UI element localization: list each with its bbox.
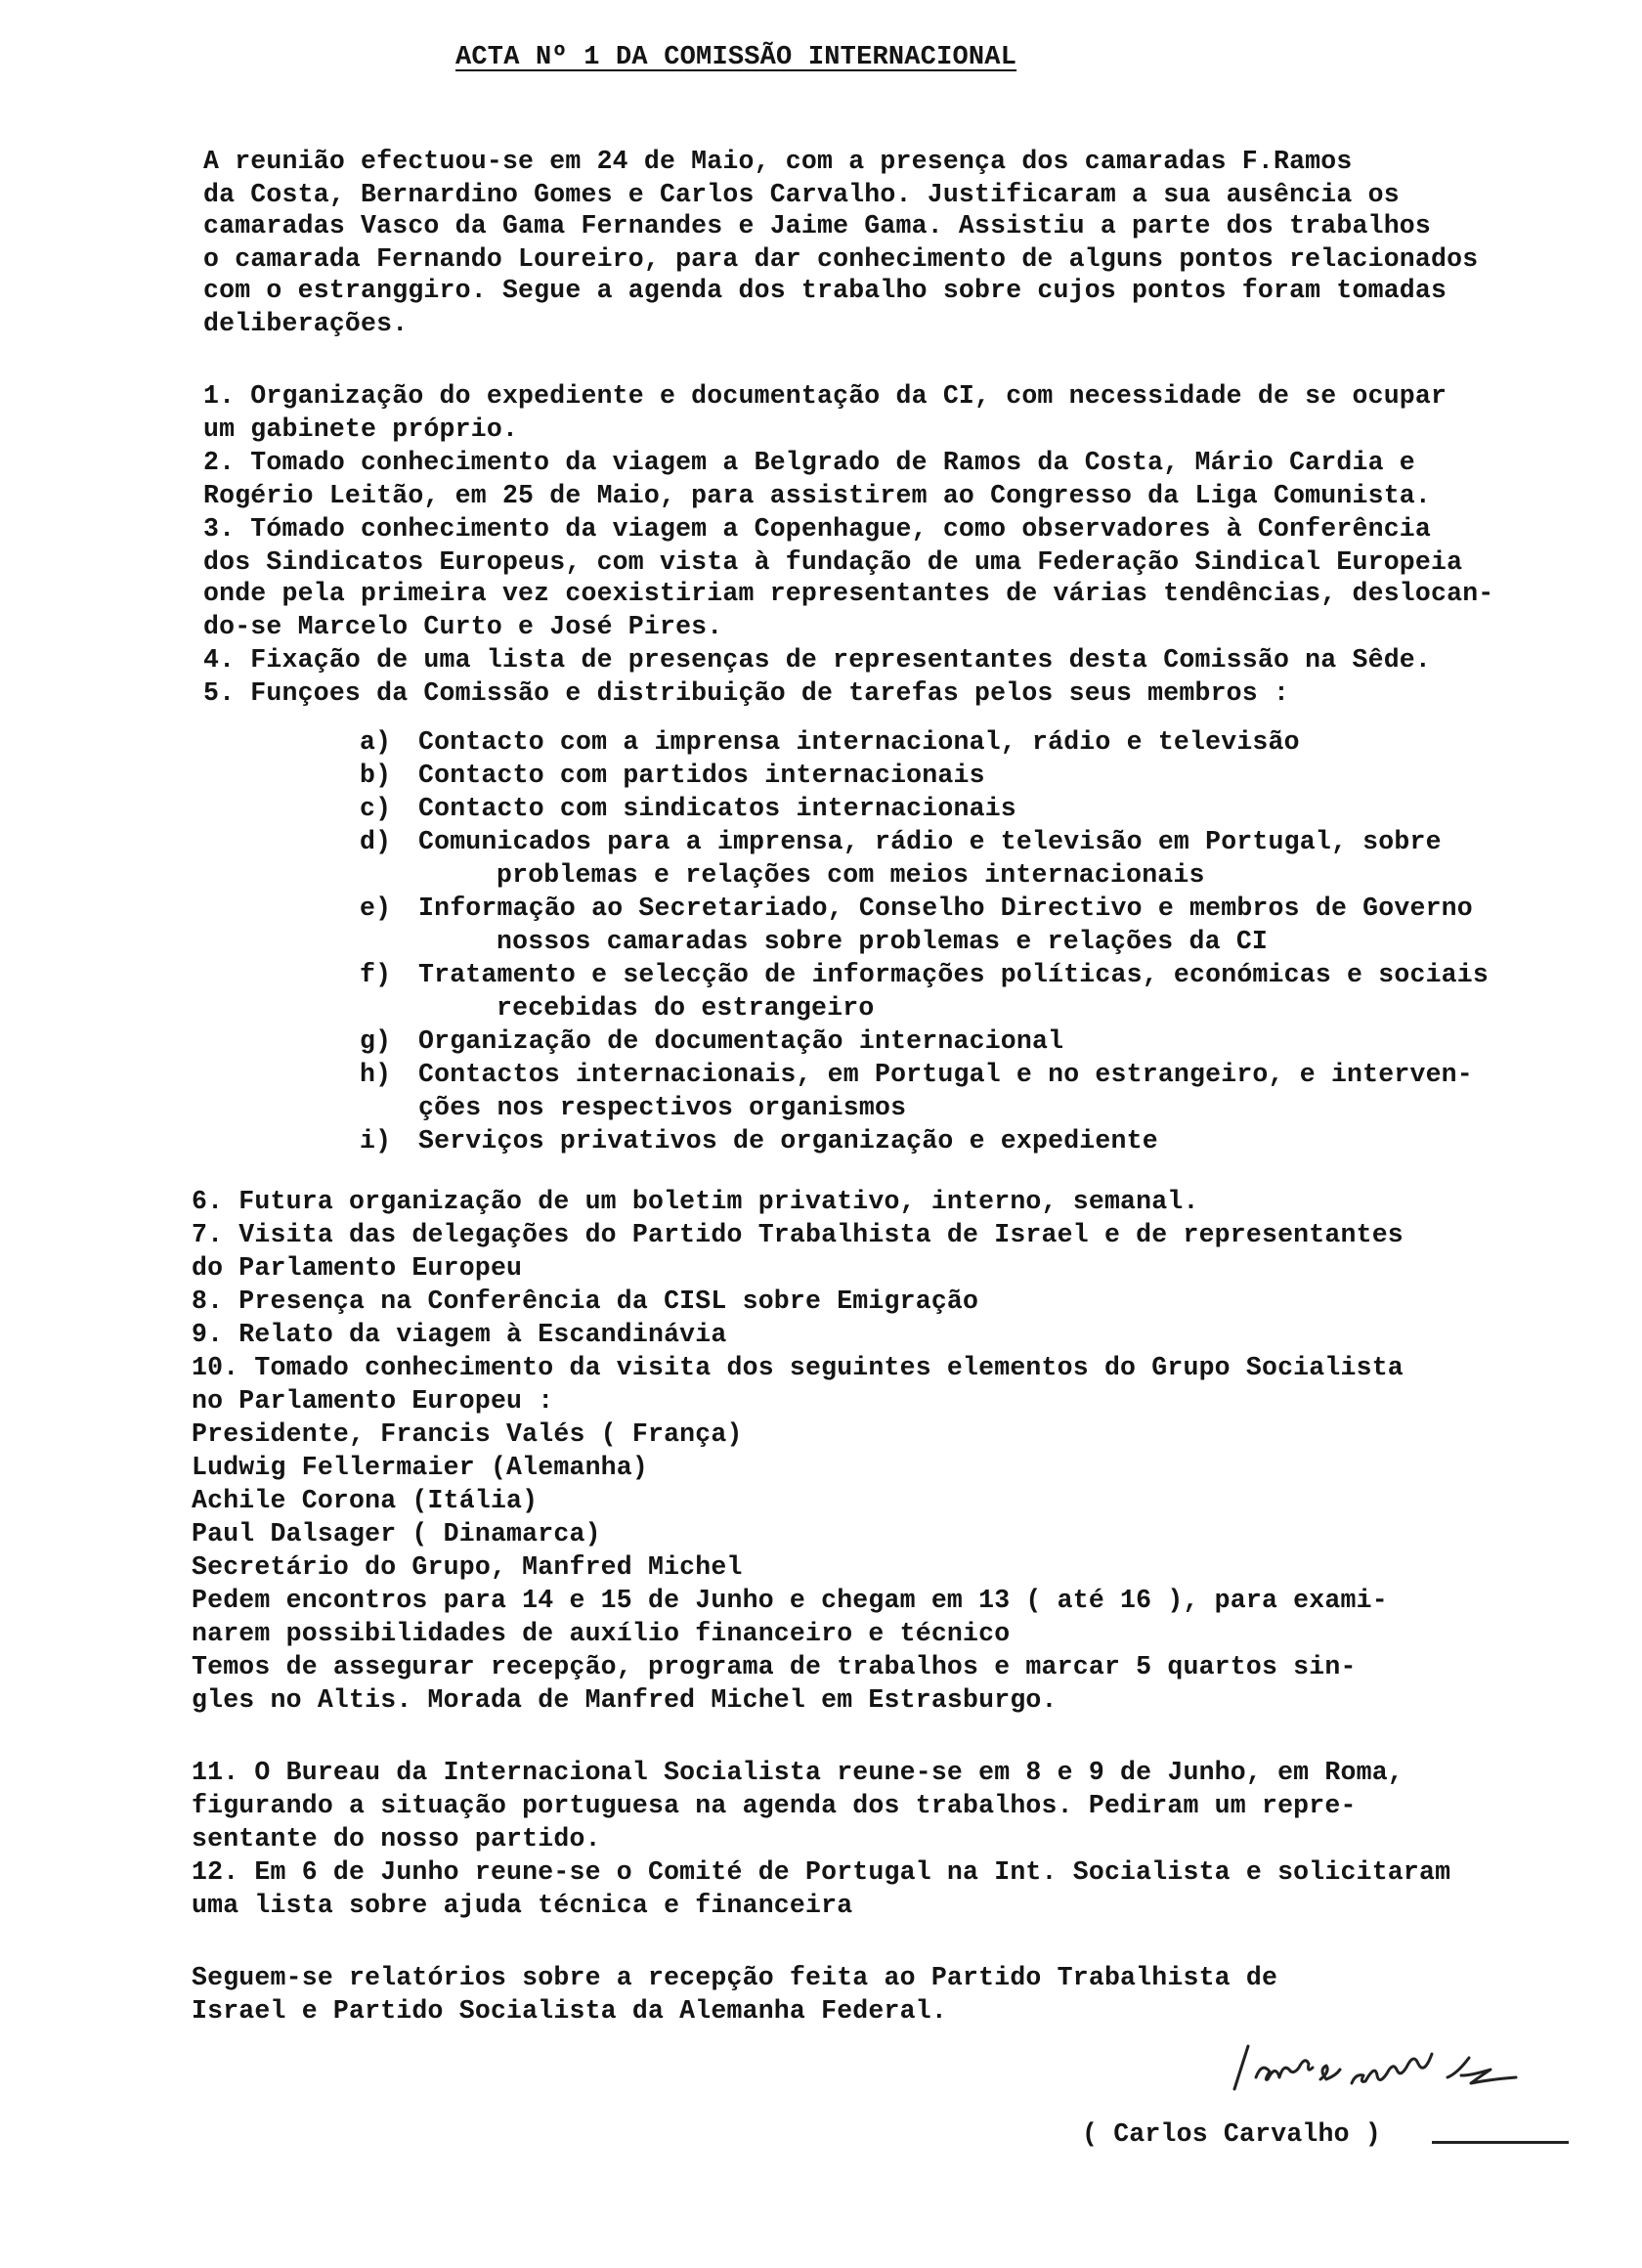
task-item bbox=[360, 759, 985, 792]
agenda-line: uma lista sobre ajuda técnica e financeira bbox=[192, 1891, 853, 1920]
task-label: c) bbox=[360, 794, 392, 823]
intro-line: deliberações. bbox=[203, 309, 409, 338]
agenda-line: 2. Tomado conhecimento da viagem a Belgrado de Ramos da Costa, Mário Cardia e bbox=[203, 448, 1415, 477]
task-text: Serviços privativos de organização e expediente bbox=[418, 1126, 1158, 1156]
member-line: Presidente, Francis Valés ( França) bbox=[192, 1419, 743, 1449]
agenda-line: 9. Relato da viagem à Escandinávia bbox=[192, 1320, 727, 1349]
agenda-line: 3. Tómado conhecimento da viagem a Copenhague, como observadores à Conferência bbox=[203, 514, 1432, 544]
task-label: b) bbox=[360, 761, 392, 790]
agenda-line: gles no Altis. Morada de Manfred Michel em Estrasburgo. bbox=[192, 1685, 1058, 1715]
task-item bbox=[360, 892, 1473, 925]
agenda-line: sentante do nosso partido. bbox=[192, 1824, 601, 1854]
intro-line: o camarada Fernando Loureiro, para dar conhecimento de alguns pontos relacionados bbox=[203, 244, 1479, 274]
task-label: f) bbox=[360, 960, 392, 989]
agenda-line: 5. Funçoes da Comissão e distribuição de tarefas pelos seus membros : bbox=[203, 678, 1290, 708]
member-line: Ludwig Fellermaier (Alemanha) bbox=[192, 1453, 648, 1482]
agenda-line: 12. Em 6 de Junho reune-se o Comité de Portugal na Int. Socialista e solicitaram bbox=[192, 1857, 1451, 1887]
agenda-line: no Parlamento Europeu : bbox=[192, 1386, 554, 1416]
task-continuation: problemas e relações com meios internacionais bbox=[497, 860, 1205, 890]
closing-line: Seguem-se relatórios sobre a recepção feita ao Partido Trabalhista de bbox=[192, 1963, 1278, 1992]
task-continuation: ções nos respectivos organismos bbox=[418, 1093, 907, 1122]
task-text: Organização de documentação internacional bbox=[418, 1026, 1064, 1056]
agenda-line: dos Sindicatos Europeus, com vista à fundação de uma Federação Sindical Europeia bbox=[203, 547, 1463, 577]
task-item bbox=[360, 1124, 1158, 1157]
agenda-line: do-se Marcelo Curto e José Pires. bbox=[203, 612, 723, 641]
task-label: h) bbox=[360, 1060, 392, 1089]
signature-name: ( Carlos Carvalho ) bbox=[1082, 2119, 1381, 2149]
agenda-line: onde pela primeira vez coexistiriam representantes de várias tendências, deslocan- bbox=[203, 579, 1494, 608]
task-text: Contacto com a imprensa internacional, rádio e televisão bbox=[418, 727, 1300, 757]
agenda-line: narem possibilidades de auxílio financeiro e técnico bbox=[192, 1619, 1011, 1648]
document-title: ACTA Nº 1 DA COMISSÃO INTERNACIONAL bbox=[455, 43, 1017, 72]
agenda-line: 6. Futura organização de um boletim privativo, interno, semanal. bbox=[192, 1187, 1199, 1216]
task-text: Contacto com partidos internacionais bbox=[418, 761, 985, 790]
agenda-line: 7. Visita das delegações do Partido Trabalhista de Israel e de representantes bbox=[192, 1220, 1404, 1249]
closing-line: Israel e Partido Socialista da Alemanha Federal. bbox=[192, 1996, 947, 2026]
intro-line: da Costa, Bernardino Gomes e Carlos Carvalho. Justificaram a sua ausência os bbox=[203, 180, 1400, 209]
task-continuation: nossos camaradas sobre problemas e relações da CI bbox=[497, 927, 1269, 956]
task-label: g) bbox=[360, 1026, 392, 1056]
member-line: Paul Dalsager ( Dinamarca) bbox=[192, 1519, 601, 1548]
agenda-line: 4. Fixação de uma lista de presenças de representantes desta Comissão na Sêde. bbox=[203, 645, 1432, 675]
agenda-line: Temos de assegurar recepção, programa de trabalhos e marcar 5 quartos sin- bbox=[192, 1652, 1357, 1681]
task-item bbox=[360, 958, 1489, 991]
agenda-line: 10. Tomado conhecimento da visita dos seguintes elementos do Grupo Socialista bbox=[192, 1353, 1404, 1382]
intro-line: com o estranggiro. Segue a agenda dos trabalho sobre cujos pontos foram tomadas bbox=[203, 276, 1448, 305]
agenda-line: Pedem encontros para 14 e 15 de Junho e chegam em 13 ( até 16 ), para exami- bbox=[192, 1586, 1388, 1615]
intro-line: A reunião efectuou-se em 24 de Maio, com a presença dos camaradas F.Ramos bbox=[203, 147, 1353, 176]
task-text: Contactos internacionais, em Portugal e no estrangeiro, e interven- bbox=[418, 1060, 1473, 1089]
task-label: i) bbox=[360, 1126, 392, 1156]
task-label: d) bbox=[360, 827, 392, 856]
member-line: Achile Corona (Itália) bbox=[192, 1486, 539, 1515]
intro-line: camaradas Vasco da Gama Fernandes e Jaime Gama. Assistiu a parte dos trabalhos bbox=[203, 211, 1432, 240]
agenda-line: 8. Presença na Conferência da CISL sobre Emigração bbox=[192, 1287, 979, 1316]
signature-line bbox=[1432, 2141, 1569, 2144]
task-label: a) bbox=[360, 727, 392, 757]
task-text: Contacto com sindicatos internacionais bbox=[418, 794, 1016, 823]
task-text: Tratamento e selecção de informações políticas, económicas e sociais bbox=[418, 960, 1489, 989]
task-item bbox=[360, 825, 1442, 858]
task-text: Comunicados para a imprensa, rádio e televisão em Portugal, sobre bbox=[418, 827, 1442, 856]
agenda-line: 1. Organização do expediente e documentação da CI, com necessidade de se ocupar bbox=[203, 381, 1448, 411]
task-item bbox=[360, 792, 1016, 825]
agenda-line: Rogério Leitão, em 25 de Maio, para assistirem ao Congresso da Liga Comunista. bbox=[203, 481, 1432, 510]
agenda-line: figurando a situação portuguesa na agenda dos trabalhos. Pediram um repre- bbox=[192, 1791, 1357, 1820]
handwritten-signature bbox=[1227, 2028, 1549, 2107]
agenda-line: 11. O Bureau da Internacional Socialista reune-se em 8 e 9 de Junho, em Roma, bbox=[192, 1758, 1404, 1787]
task-item bbox=[360, 725, 1300, 759]
agenda-line: do Parlamento Europeu bbox=[192, 1253, 523, 1283]
task-label: e) bbox=[360, 894, 392, 923]
task-text: Informação ao Secretariado, Conselho Directivo e membros de Governo bbox=[418, 894, 1473, 923]
task-item bbox=[360, 1058, 1473, 1091]
member-line: Secretário do Grupo, Manfred Michel bbox=[192, 1552, 743, 1582]
task-continuation: recebidas do estrangeiro bbox=[497, 993, 875, 1023]
agenda-line: um gabinete próprio. bbox=[203, 414, 519, 444]
task-item bbox=[360, 1025, 1063, 1058]
